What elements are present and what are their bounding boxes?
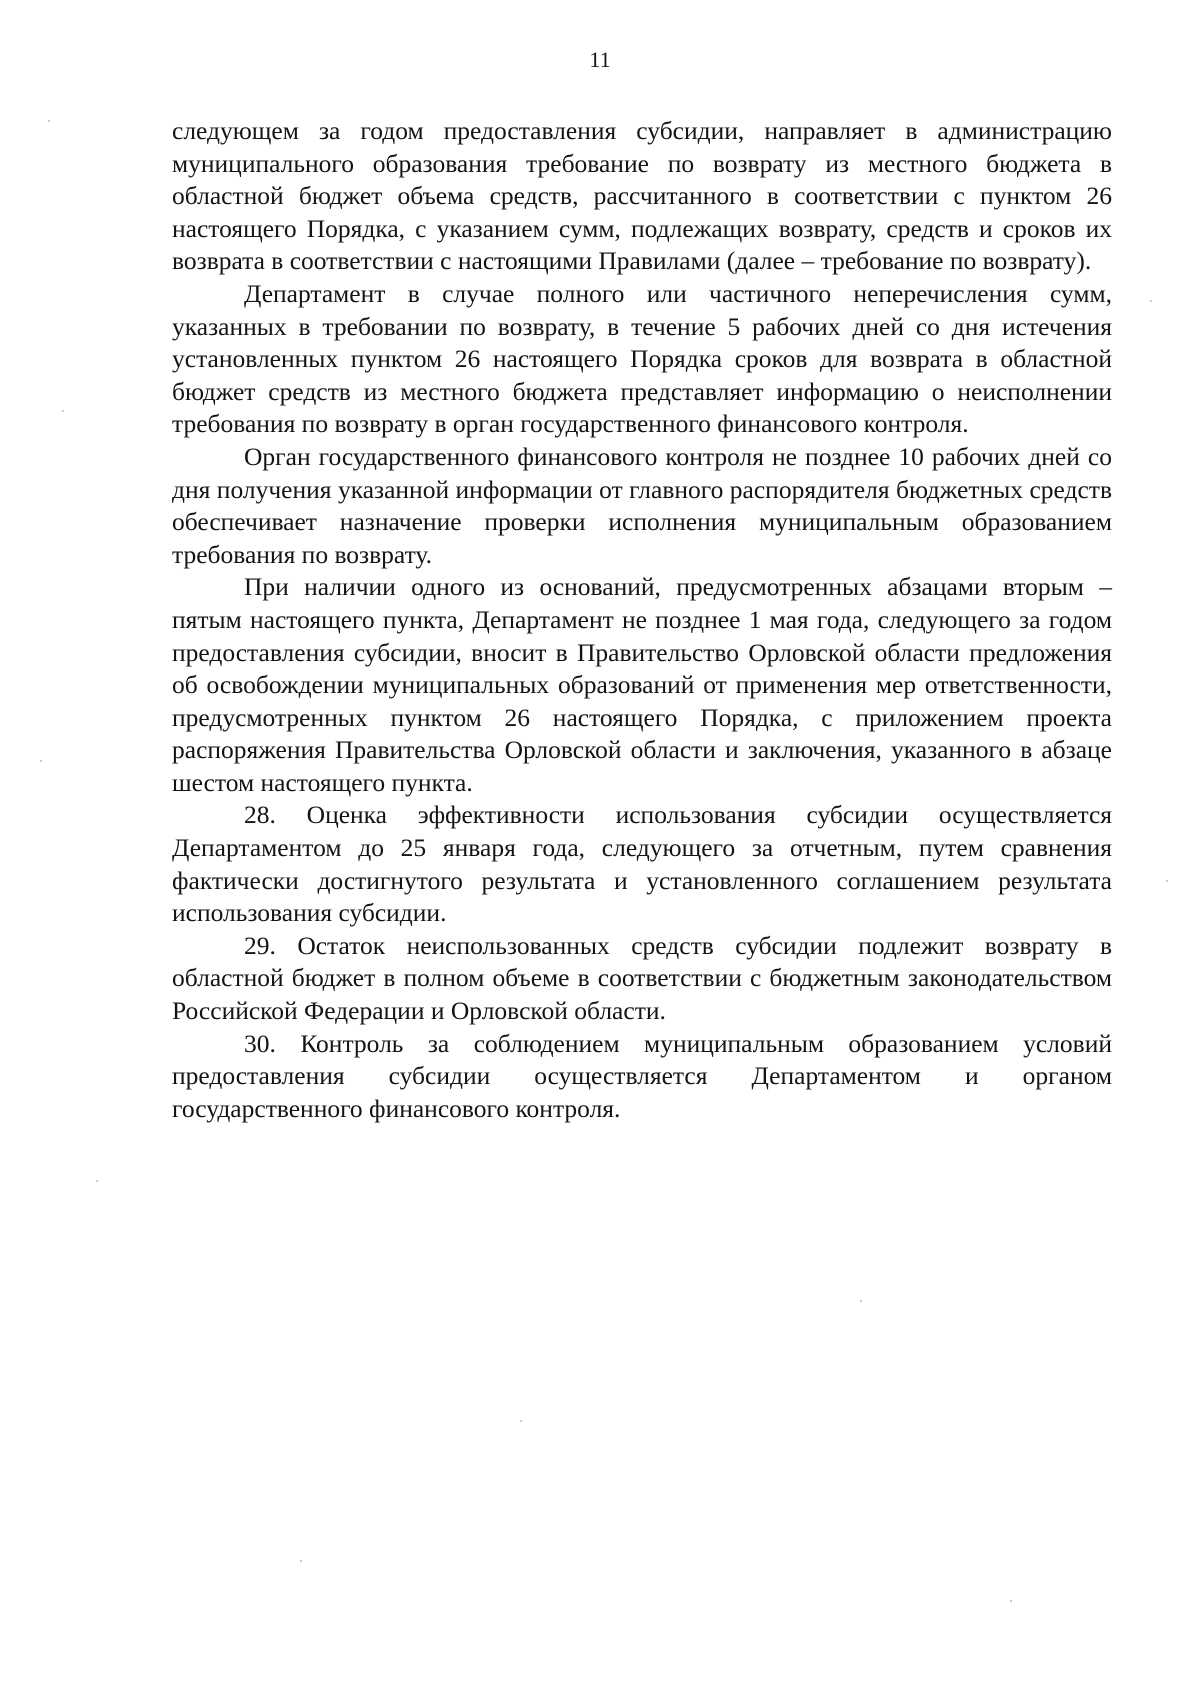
scan-speck <box>1010 1600 1012 1602</box>
scan-speck <box>96 1180 98 1182</box>
scan-speck <box>300 1560 302 1562</box>
scan-speck <box>1166 880 1168 882</box>
page-number: 11 <box>589 47 611 72</box>
paragraph-exemption-proposal: При наличии одного из оснований, предусмотренных абзацами вторым – пятым настоящего пункта, Департамент не позднее 1 мая года, следующего за годом предоставления субсидии, вносит в Правительство Орловской области предложения об освобождении муниципальных образований от применения мер ответственности, предусмотренных пунктом 26 настоящего Порядка, с приложением проекта распоряжения Правительства Орловской области и заключения, указанного в абзаце шестом настоящего пункта. <box>172 572 1112 797</box>
paragraph-item-29: 29. Остаток неиспользованных средств субсидии подлежит возврату в областной бюджет в полном объеме в соответствии с бюджетным законодательством Российской Федерации и Орловской области. <box>172 930 1112 1026</box>
paragraph-item-28: 28. Оценка эффективности использования субсидии осуществляется Департаментом до 25 января года, следующего за отчетным, путем сравнения фактически достигнутого результата и установленного соглашением результата использования субсидии. <box>172 800 1112 928</box>
scan-speck <box>48 120 50 122</box>
scan-speck <box>520 1420 522 1422</box>
scan-speck <box>62 410 64 412</box>
paragraph-department-notice: Департамент в случае полного или частичного неперечисления сумм, указанных в требовании по возврату, в течение 5 рабочих дней со дня истечения установленных пунктом 26 настоящего Порядка сроков для возврата в областной бюджет средств из местного бюджета представляет информацию о неисполнении требования по возврату в орган государственного финансового контроля. <box>172 278 1112 439</box>
paragraph-item-30: 30. Контроль за соблюдением муниципальным образованием условий предоставления субсидии осуществляется Департаментом и органом государственного финансового контроля. <box>172 1028 1112 1123</box>
scan-speck <box>1150 300 1152 302</box>
paragraph-continuation: следующем за годом предоставления субсидии, направляет в администрацию муниципального образования требование по возврату из местного бюджета в областной бюджет объема средств, рассчитанного в соответствии с пунктом 26 настоящего Порядка, с указанием сумм, подлежащих возврату, средств и сроков их возврата в соответствии с настоящими Правилами (далее – требование по возврату). <box>172 116 1112 276</box>
document-body <box>172 115 1112 1125</box>
paragraph-control-body-check: Орган государственного финансового контроля не позднее 10 рабочих дней со дня получения указанной информации от главного распорядителя бюджетных средств обеспечивает назначение проверки исполнения муниципальным образованием требования по возврату. <box>172 441 1112 569</box>
scan-speck <box>40 760 42 762</box>
scan-speck <box>860 1300 862 1302</box>
